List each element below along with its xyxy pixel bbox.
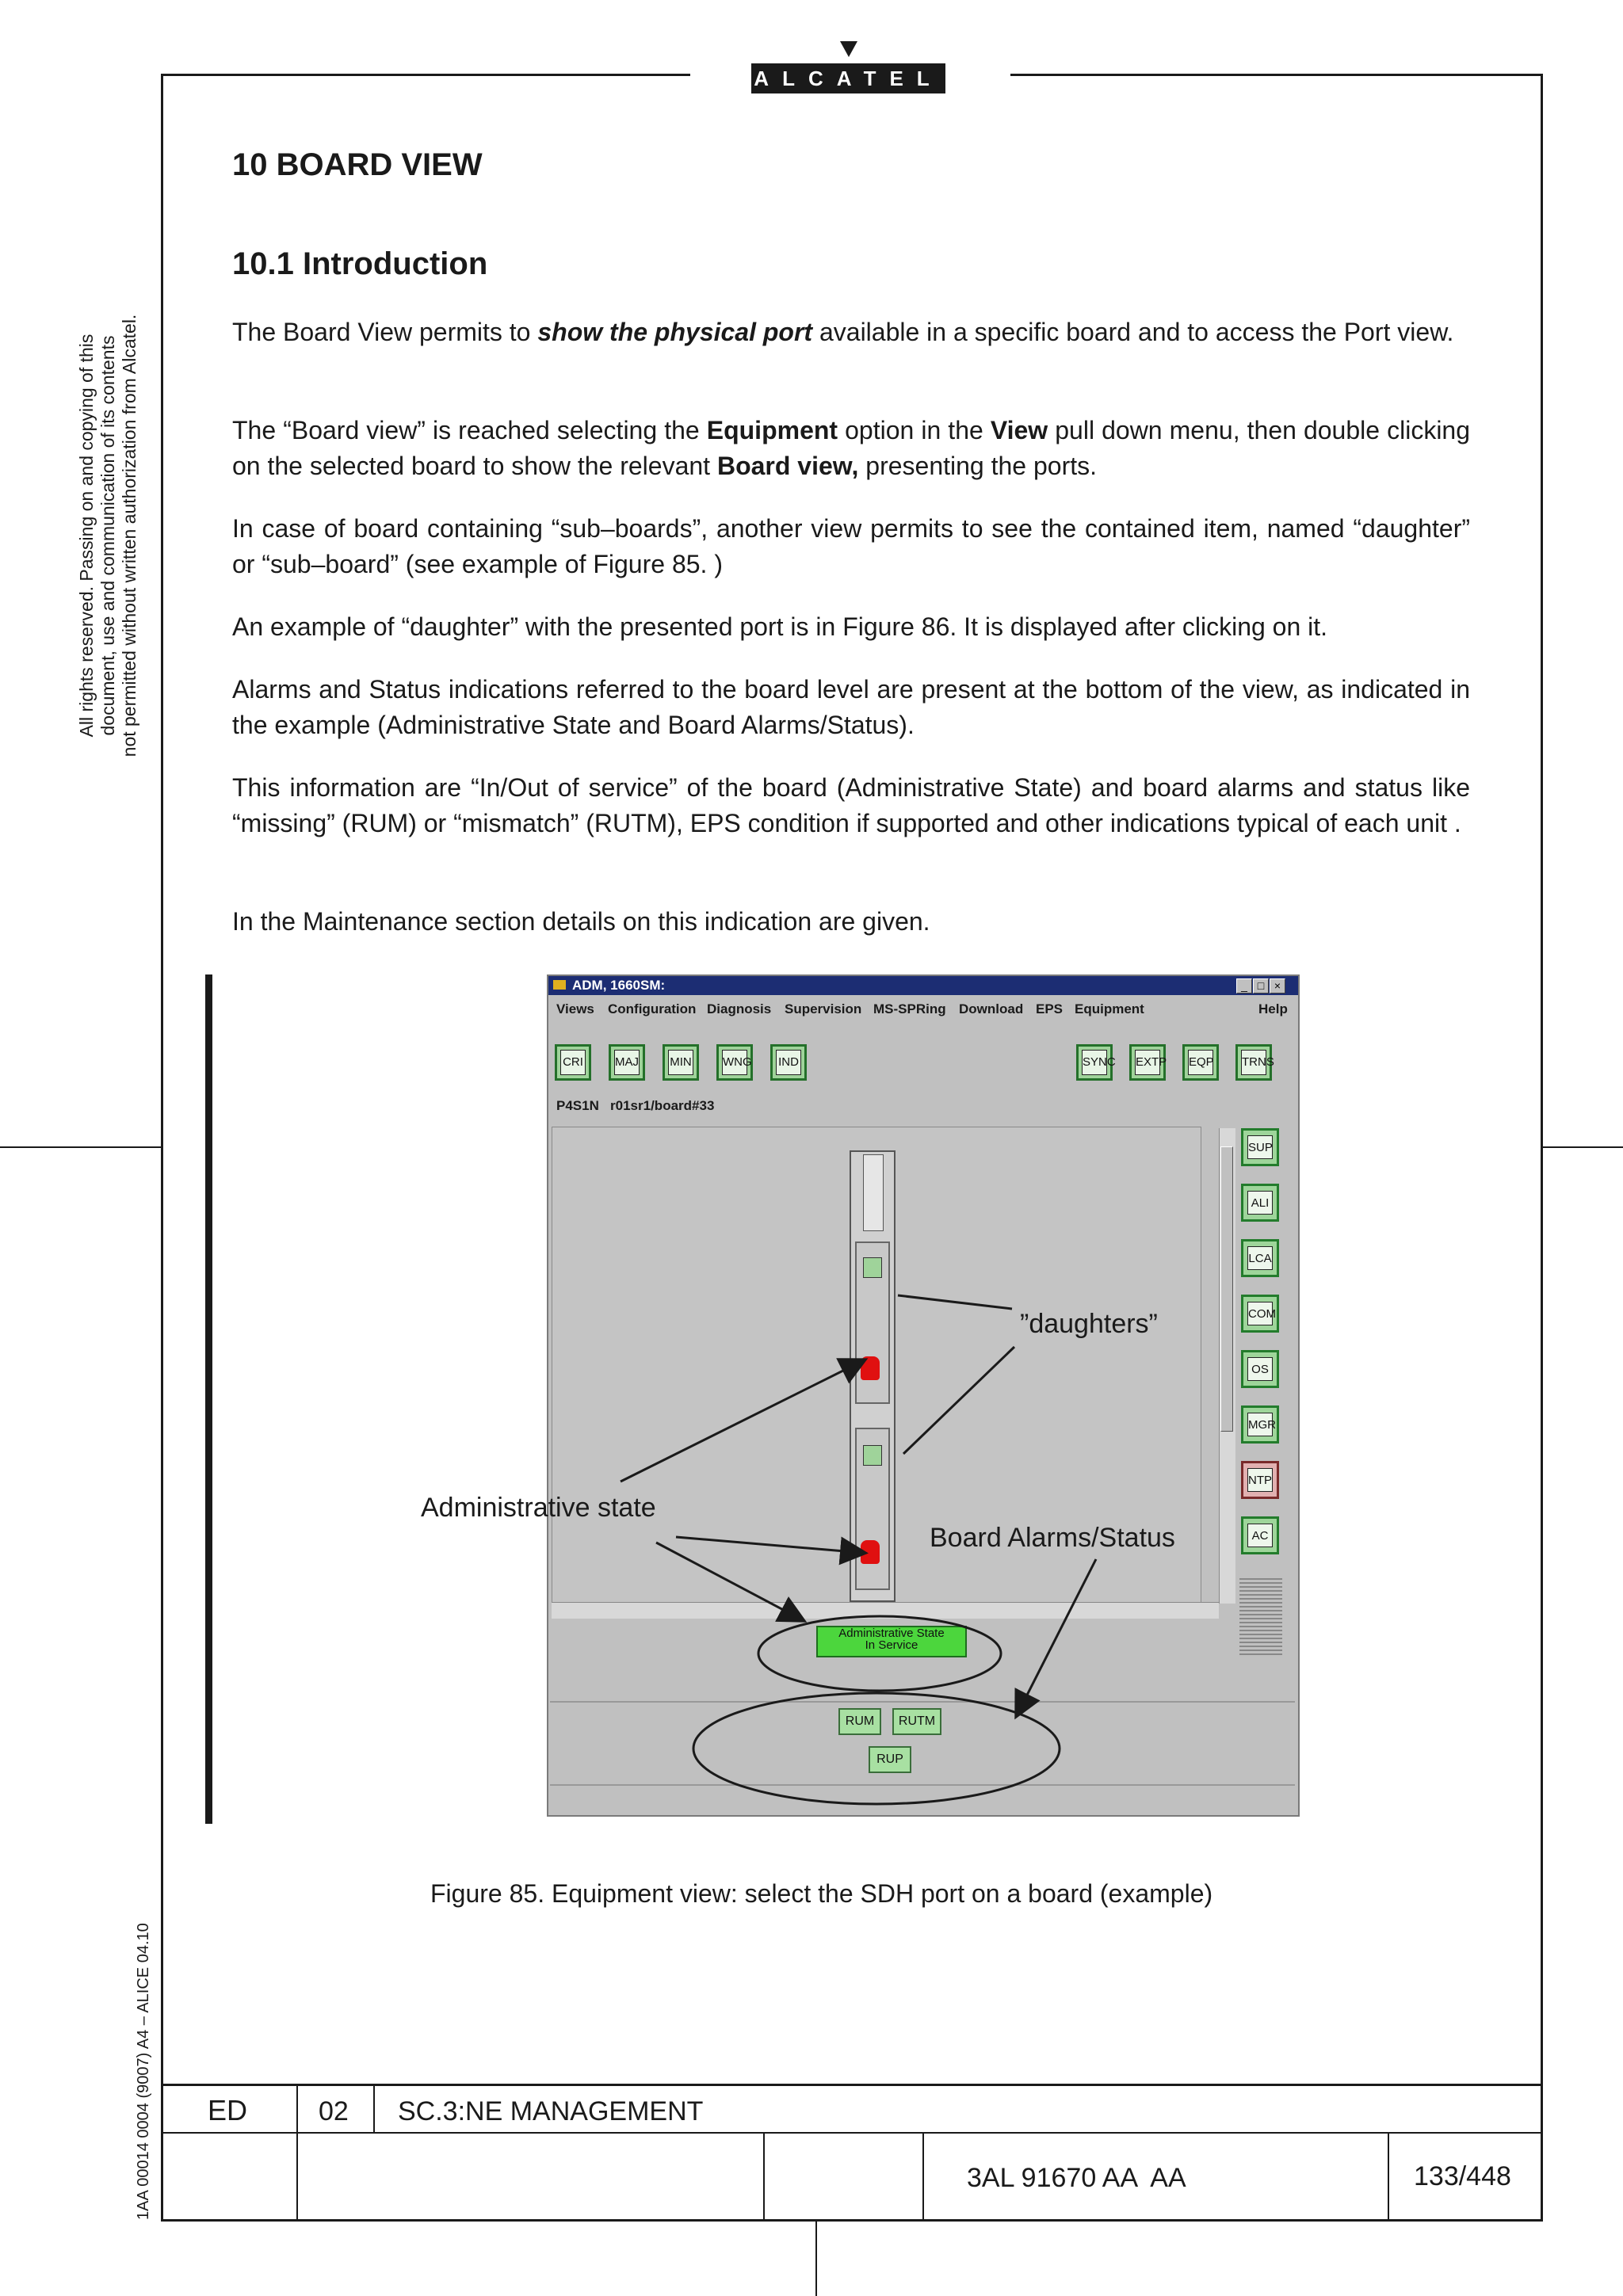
admin-arrow-3 <box>656 1543 803 1620</box>
daughters-leader-2 <box>903 1347 1014 1454</box>
extp-label: EXTP <box>1135 1050 1160 1075</box>
footer-ed-value: 02 <box>319 2096 349 2126</box>
footer-section: SC.3:NE MANAGEMENT <box>398 2096 704 2126</box>
p2-text-c: option in the <box>838 416 991 444</box>
admin-state-callout: Administrative state <box>421 1493 656 1523</box>
footer-col-4 <box>922 2132 924 2220</box>
maximize-button[interactable]: □ <box>1253 978 1269 994</box>
ntp-label: NTP <box>1247 1468 1273 1492</box>
footer-bottom-rule <box>161 2219 1543 2222</box>
p2-board-view: Board view, <box>716 452 859 480</box>
menu-download[interactable]: Download <box>959 1001 1024 1016</box>
paragraph-5: Alarms and Status indications referred to the board level are present at the bottom of the view, as indicated in the example (Administrative State and Board Alarms/Status). <box>232 675 1470 739</box>
footer-col-1 <box>296 2084 298 2220</box>
footer-top-rule <box>161 2084 1543 2086</box>
alarm-maj-label: MAJ <box>614 1050 640 1075</box>
rup-status[interactable]: RUP <box>869 1746 911 1773</box>
p2-text-g: presenting the ports. <box>858 452 1097 480</box>
rutm-status[interactable]: RUTM <box>892 1708 941 1735</box>
p2-equipment: Equipment <box>706 416 838 444</box>
sup-label: SUP <box>1247 1135 1273 1159</box>
footer-doc-number: 3AL 91670 AA AA <box>967 2163 1186 2193</box>
footer-tail <box>815 2221 817 2296</box>
admin-arrow-1 <box>621 1360 864 1482</box>
eqp-label: EQP <box>1188 1050 1213 1075</box>
figure-caption: Figure 85. Equipment view: select the SDH port on a board (example) <box>430 1879 1213 1908</box>
copyright-line-3: not permitted without written authorization from Alcatel. <box>119 314 139 757</box>
p2-view: View <box>990 416 1048 444</box>
menu-views[interactable]: Views <box>556 1001 594 1016</box>
footer-mid-rule <box>161 2132 1543 2134</box>
status-ellipse <box>693 1693 1060 1804</box>
ac-label: AC <box>1247 1524 1273 1547</box>
p1-emphasis: show the physical port <box>537 318 813 346</box>
chapter-title: 10 BOARD VIEW <box>232 147 483 182</box>
copyright-line-2: document, use and communication of its contents <box>97 335 118 736</box>
alarm-ind-label: IND <box>776 1050 801 1075</box>
close-button[interactable]: × <box>1270 978 1285 994</box>
admin-arrow-2 <box>676 1537 864 1553</box>
board-alarms-callout: Board Alarms/Status <box>930 1523 1175 1553</box>
alarm-min-label: MIN <box>668 1050 693 1075</box>
p2-text-e: pull down menu, then double clicking on the selected board to show the relevant <box>232 416 1471 480</box>
minimize-button[interactable]: _ <box>1236 978 1252 994</box>
mgr-label: MGR <box>1247 1413 1273 1436</box>
menu-help[interactable]: Help <box>1258 1001 1288 1016</box>
admin-state-value: In Service <box>865 1638 918 1652</box>
board-path: P4S1N r01sr1/board#33 <box>556 1098 715 1113</box>
alcatel-logo: ALCATEL <box>751 63 945 93</box>
p1-text-a: The Board View permits to <box>232 318 538 346</box>
menu-ms-spring[interactable]: MS-SPRing <box>873 1001 946 1016</box>
copyright-line-1: All rights reserved. Passing on and copying of this <box>76 334 97 738</box>
alarms-arrow <box>1017 1559 1096 1715</box>
menu-configuration[interactable]: Configuration <box>608 1001 697 1016</box>
admin-state-ellipse <box>758 1616 1001 1691</box>
daughters-callout: ”daughters” <box>1020 1309 1158 1339</box>
menu-supervision[interactable]: Supervision <box>785 1001 862 1016</box>
footer-ed-label: ED <box>208 2094 248 2126</box>
alarm-wng-label: WNG <box>722 1050 747 1075</box>
p2-text-a: The “Board view” is reached selecting the <box>232 416 707 444</box>
paragraph-4: An example of “daughter” with the presented port is in Figure 86. It is displayed after clicking on it. <box>232 612 1328 641</box>
paragraph-7: In the Maintenance section details on this indication are given. <box>232 907 930 936</box>
os-label: OS <box>1247 1357 1273 1381</box>
menu-eps[interactable]: EPS <box>1036 1001 1064 1016</box>
footer-page: 133/448 <box>1414 2161 1511 2191</box>
trns-label: TRNS <box>1241 1050 1266 1075</box>
p1-text-c: available in a specific board and to access the Port view. <box>812 318 1454 346</box>
rum-status[interactable]: RUM <box>838 1708 881 1735</box>
ali-label: ALI <box>1247 1191 1273 1215</box>
paragraph-6: This information are “In/Out of service” of the board (Administrative State) and board alarms and status like “missing” (RUM) or “mismatch” (RUTM), EPS condition if supported and other indications typical of each unit . <box>232 773 1470 837</box>
lca-label: LCA <box>1247 1246 1273 1270</box>
window-title: ADM, 1660SM: <box>572 978 666 993</box>
admin-state-label: Administrative State <box>838 1627 945 1640</box>
com-label: COM <box>1247 1302 1273 1325</box>
daughters-leader-1 <box>898 1295 1012 1309</box>
menu-diagnosis[interactable]: Diagnosis <box>707 1001 772 1016</box>
sync-label: SYNC <box>1082 1050 1107 1075</box>
section-title: 10.1 Introduction <box>232 246 488 281</box>
footer-col-3 <box>763 2132 765 2220</box>
alarm-cri-label: CRI <box>560 1050 586 1075</box>
footer-col-5 <box>1388 2132 1389 2220</box>
menu-equipment[interactable]: Equipment <box>1075 1001 1144 1016</box>
paragraph-3: In case of board containing “sub–boards”, another view permits to see the contained item, named “daughter” or “sub–board” (see example of Figure 85. ) <box>232 514 1470 578</box>
footer-col-2 <box>373 2084 375 2133</box>
doc-code: 1AA 00014 0004 (9007) A4 – ALICE 04.10 <box>135 1923 152 2220</box>
